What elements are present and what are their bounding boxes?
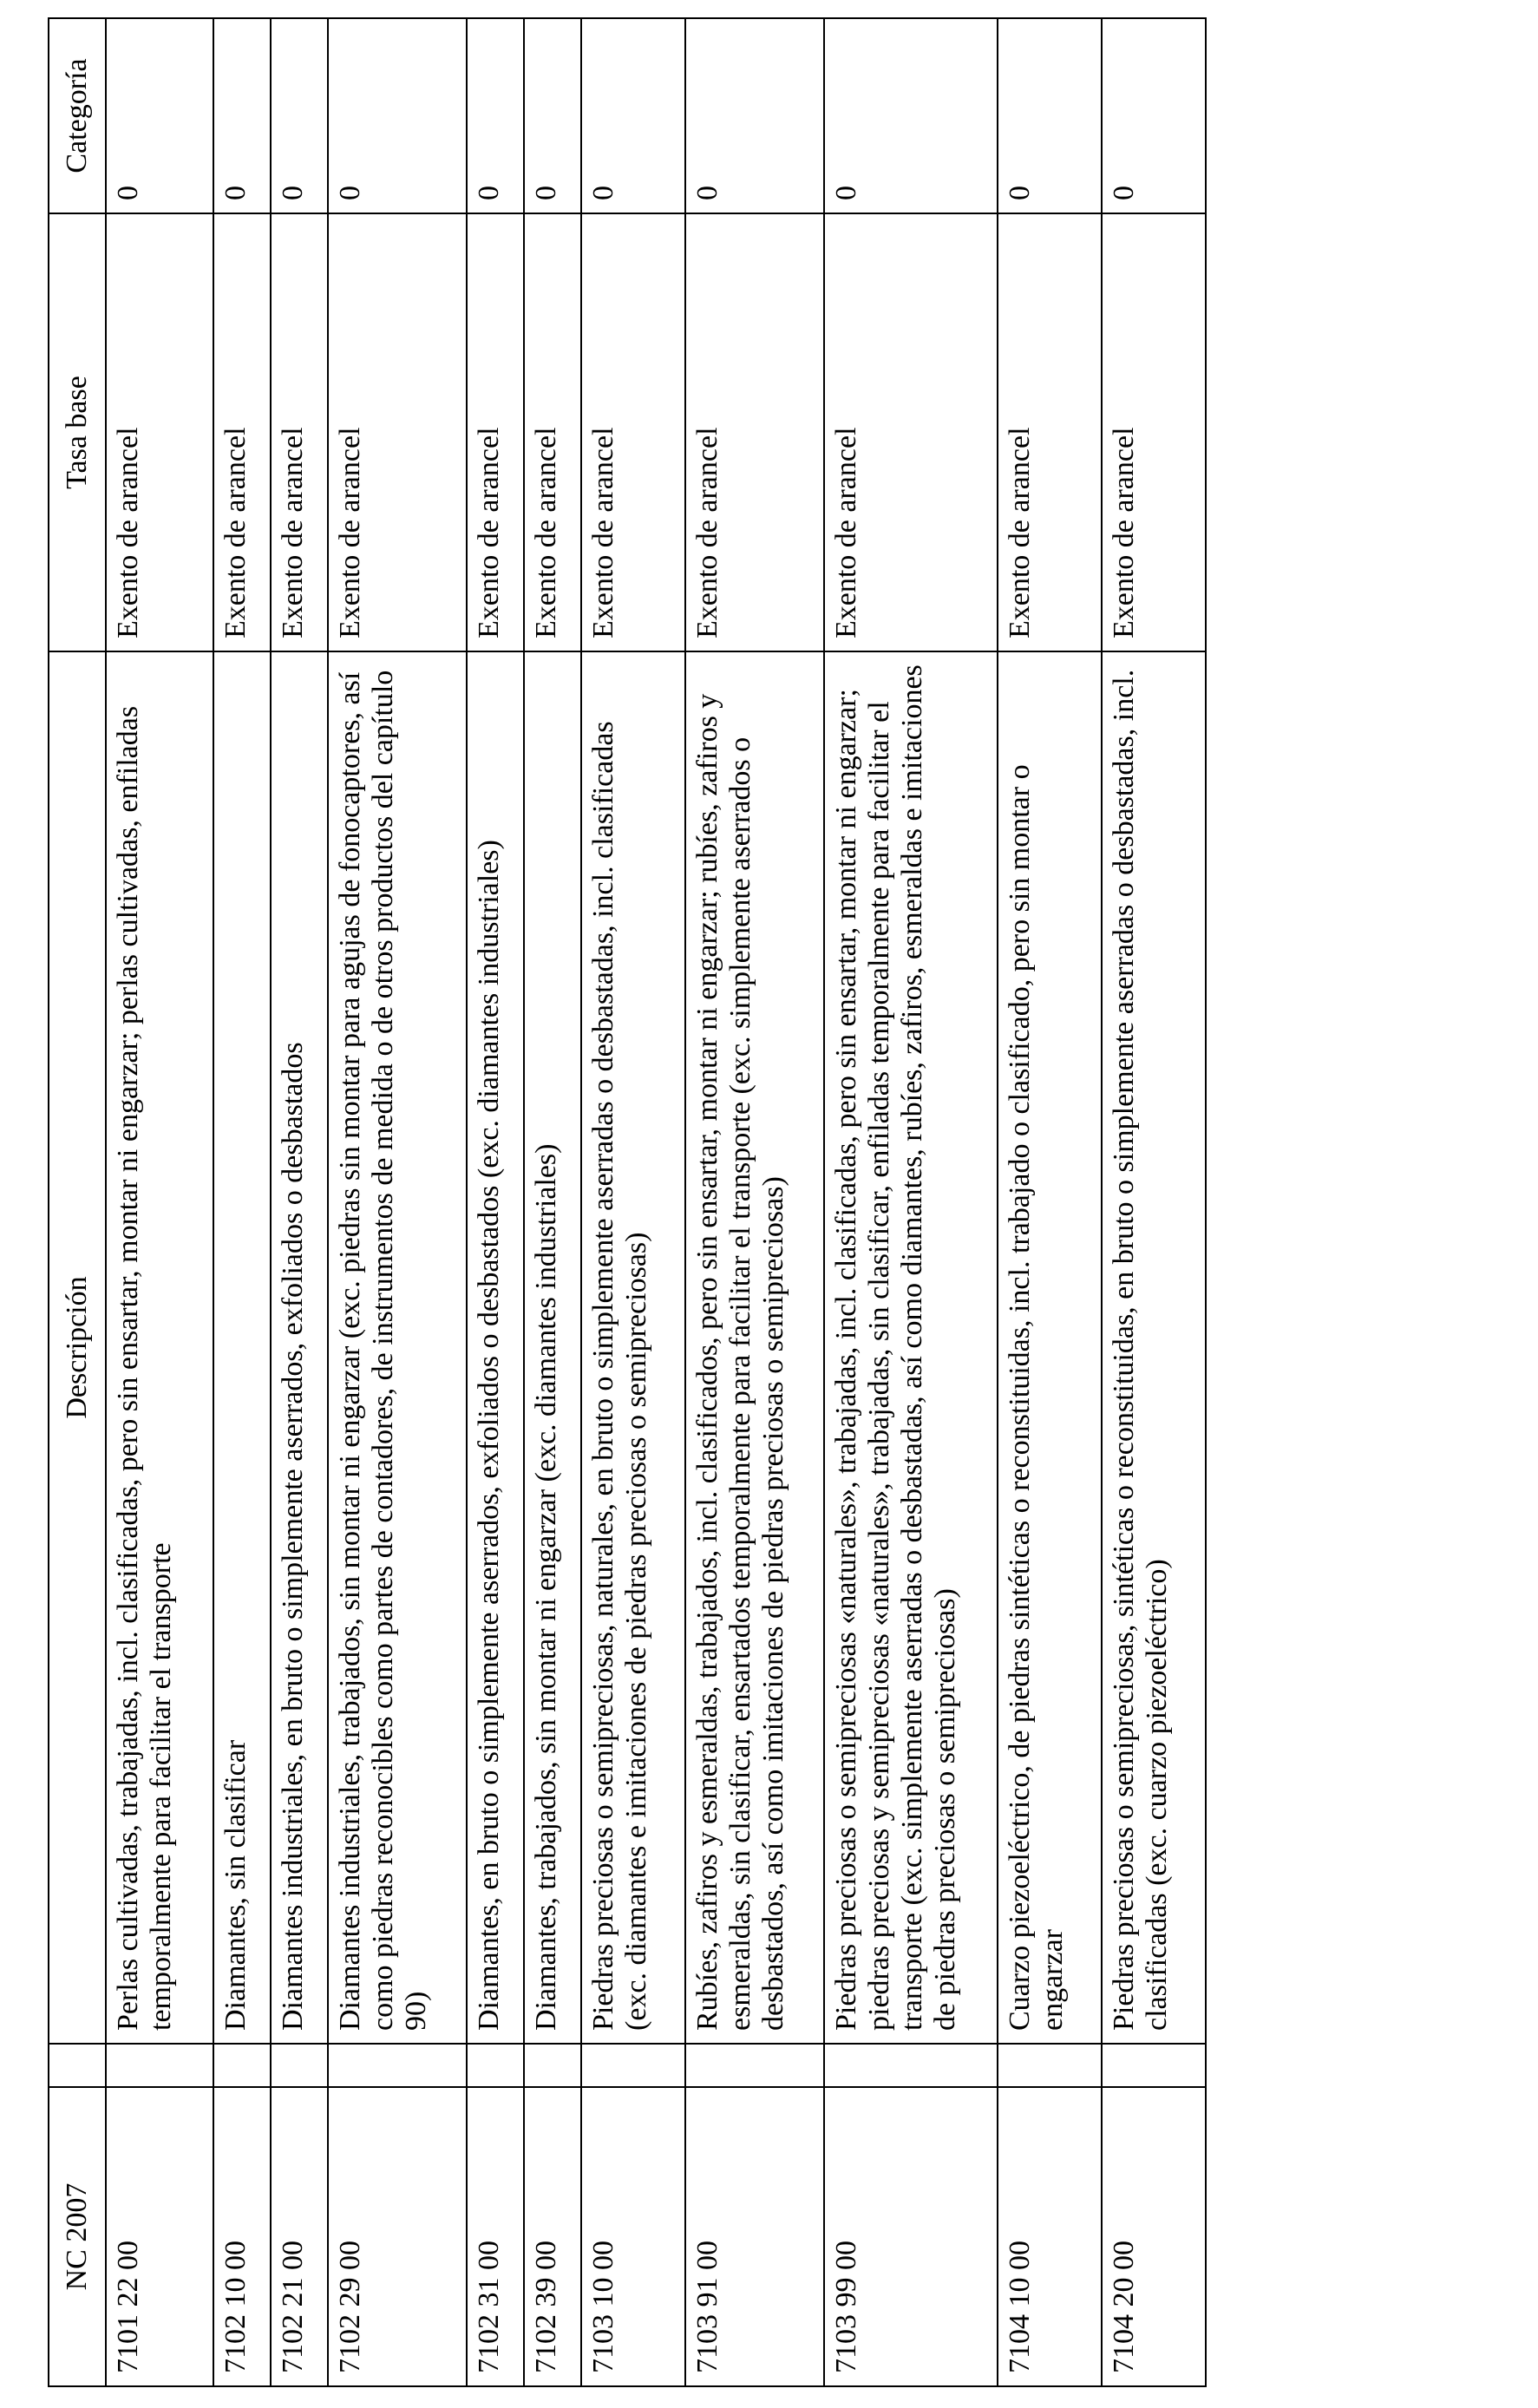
cell-code: 7101 22 00 [106, 2087, 213, 2386]
cell-base-rate: Exento de arancel [824, 213, 998, 651]
cell-description: Piedras preciosas o semipreciosas «naturales», trabajadas, incl. clasificadas, pero sin ensartar, montar ni engarzar; piedras preciosas y semipreciosas «naturales», trabajadas, sin clasificar, enfiladas temporalmente para facilitar el transporte (exc. simplemente aserradas o desbastadas, así como diamantes, rubíes, zafiros, esmeraldas e imitaciones de piedras preciosas o semipreciosas) [824, 651, 998, 2044]
cell-code: 7102 29 00 [328, 2087, 467, 2386]
header-code: NC 2007 [49, 2087, 106, 2386]
cell-base-rate: Exento de arancel [685, 213, 824, 651]
table-row [685, 18, 824, 2386]
cell-category: 0 [581, 18, 685, 213]
table-row [581, 18, 685, 2386]
cell-gap [213, 2044, 271, 2087]
cell-category: 0 [998, 18, 1102, 213]
table-row [328, 18, 467, 2386]
cell-gap [824, 2044, 998, 2087]
cell-code: 7104 20 00 [1102, 2087, 1206, 2386]
cell-base-rate: Exento de arancel [106, 213, 213, 651]
cell-code: 7102 21 00 [271, 2087, 328, 2386]
cell-gap [271, 2044, 328, 2087]
table-row [1102, 18, 1206, 2386]
cell-code: 7103 99 00 [824, 2087, 998, 2386]
cell-category: 0 [467, 18, 524, 213]
table-row [824, 18, 998, 2386]
cell-gap [467, 2044, 524, 2087]
header-base-rate: Tasa base [49, 213, 106, 651]
table-row [106, 18, 213, 2386]
tariff-table [48, 17, 1207, 2387]
cell-base-rate: Exento de arancel [213, 213, 271, 651]
cell-category: 0 [213, 18, 271, 213]
cell-description: Rubíes, zafiros y esmeraldas, trabajados, incl. clasificados, pero sin ensartar, montar ni engarzar; rubíes, zafiros y esmeraldas, sin clasificar, ensartados temporalmente para facilitar el transporte (exc. simplemente aserrados o desbastados, así como imitaciones de piedras preciosas o semipreciosas) [685, 651, 824, 2044]
cell-description: Cuarzo piezoeléctrico, de piedras sintéticas o reconstituidas, incl. trabajado o clasificado, pero sin montar o engarzar [998, 651, 1102, 2044]
cell-category: 0 [685, 18, 824, 213]
cell-code: 7102 10 00 [213, 2087, 271, 2386]
table-row [998, 18, 1102, 2386]
cell-description: Piedras preciosas o semipreciosas, sintéticas o reconstituidas, en bruto o simplemente aserradas o desbastadas, incl. clasificadas (exc. cuarzo piezoeléctrico) [1102, 651, 1206, 2044]
cell-gap [998, 2044, 1102, 2087]
cell-category: 0 [328, 18, 467, 213]
cell-base-rate: Exento de arancel [1102, 213, 1206, 651]
cell-description: Piedras preciosas o semipreciosas, naturales, en bruto o simplemente aserradas o desbastadas, incl. clasificadas (exc. diamantes e imitaciones de piedras preciosas o semipreciosas) [581, 651, 685, 2044]
cell-description: Diamantes, en bruto o simplemente aserrados, exfoliados o desbastados (exc. diamantes industriales) [467, 651, 524, 2044]
cell-category: 0 [271, 18, 328, 213]
cell-description: Diamantes industriales, trabajados, sin montar ni engarzar (exc. piedras sin montar para agujas de fonocaptores, así como piedras reconocibles como partes de contadores, de instrumentos de medida o de otros productos del capítulo 90) [328, 651, 467, 2044]
cell-base-rate: Exento de arancel [467, 213, 524, 651]
cell-gap [1102, 2044, 1206, 2087]
table-header-row [49, 18, 106, 2386]
cell-code: 7103 91 00 [685, 2087, 824, 2386]
cell-description: Diamantes, trabajados, sin montar ni engarzar (exc. diamantes industriales) [524, 651, 581, 2044]
cell-description: Perlas cultivadas, trabajadas, incl. clasificadas, pero sin ensartar, montar ni engarzar; perlas cultivadas, enfiladas temporalmente para facilitar el transporte [106, 651, 213, 2044]
cell-category: 0 [1102, 18, 1206, 213]
cell-gap [581, 2044, 685, 2087]
cell-gap [328, 2044, 467, 2087]
cell-description: Diamantes industriales, en bruto o simplemente aserrados, exfoliados o desbastados [271, 651, 328, 2044]
cell-base-rate: Exento de arancel [328, 213, 467, 651]
cell-category: 0 [824, 18, 998, 213]
cell-category: 0 [106, 18, 213, 213]
cell-code: 7103 10 00 [581, 2087, 685, 2386]
cell-gap [106, 2044, 213, 2087]
cell-code: 7104 10 00 [998, 2087, 1102, 2386]
cell-category: 0 [524, 18, 581, 213]
cell-description: Diamantes, sin clasificar [213, 651, 271, 2044]
cell-gap [685, 2044, 824, 2087]
table-row [467, 18, 524, 2386]
cell-base-rate: Exento de arancel [581, 213, 685, 651]
cell-base-rate: Exento de arancel [524, 213, 581, 651]
cell-gap [524, 2044, 581, 2087]
header-category: Categoría [49, 18, 106, 213]
rotated-page-content [48, 19, 1174, 2387]
table-row [271, 18, 328, 2386]
table-row [524, 18, 581, 2386]
cell-base-rate: Exento de arancel [271, 213, 328, 651]
header-gap [49, 2044, 106, 2087]
header-description: Descripción [49, 651, 106, 2044]
cell-code: 7102 31 00 [467, 2087, 524, 2386]
table-row [213, 18, 271, 2386]
cell-code: 7102 39 00 [524, 2087, 581, 2386]
cell-base-rate: Exento de arancel [998, 213, 1102, 651]
